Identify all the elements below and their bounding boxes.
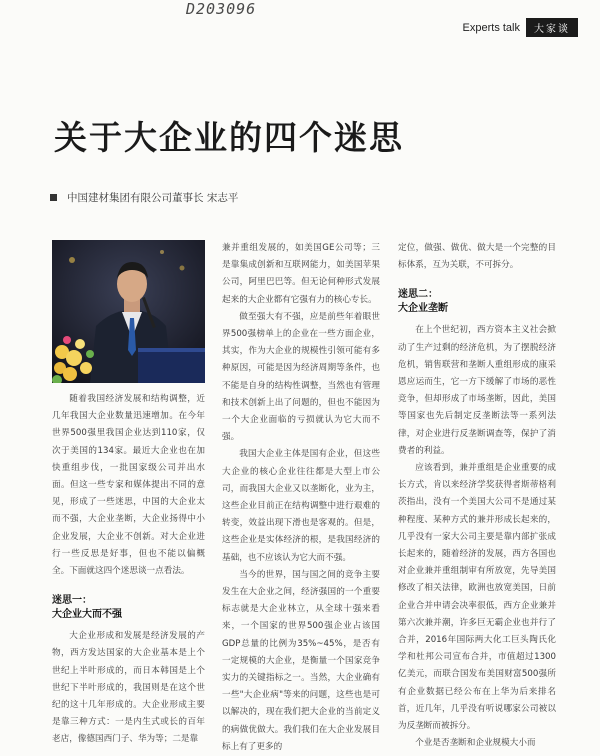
speaker-photo xyxy=(52,240,205,383)
text-column-1 xyxy=(52,391,205,749)
author-line xyxy=(50,190,238,205)
body-paragraph: 当今的世界，国与国之间的竞争主要发生在大企业之间，经济强国的一个重要标志就是大企业林立，从全球十强来看来，一个国家的世界500强企业占该国GDP总量的比例为35%~45%，是否有一定规模的大企业，是衡量一个国家竞争实力的关键指标之一。当然，大企业确有一些"大企业病"等来的问题，这些也是可以解决的，现在我们把大企业的当前定义的病做优做大。我们我们在大企业发展目标上有了更多的 xyxy=(222,569,380,752)
body-paragraph: 在上个世纪初，西方资本主义社会掀动了生产过剩的经济危机，为了摆脱经济危机，销售联营和垄断人重组形成的康采恩应运而生，它一方下缓解了市场的恶性竞争，但却形成了市场垄断，因此，美国等国家也先后制定反垄断法等一系列法律，对企业进行反垄断调查等，保护了消费者的利益。 xyxy=(398,325,556,456)
body-paragraph: 个业是否垄断和企业规模大小而 xyxy=(415,738,536,749)
body-paragraph: 兼并重组发展的，如美国GE公司等；三是靠集成创新和互联网能力，如美国苹果公司，阿里巴巴等。但无论何种形式发展起来的大企业都有它强有力的核心专长。 xyxy=(222,243,380,305)
section-heading-2 xyxy=(398,288,556,316)
section-heading-1 xyxy=(52,594,205,622)
section-label: 迷思二： xyxy=(398,289,438,301)
intro-paragraph: 随着我国经济发展和结构调整，近几年我国大企业数量迅速增加。在今年世界500强里我国企业达到110家，仅次于美国的134家。最近大企业也在加快重组步伐，一批国家级公司并出水面。但这一些专家和媒体提出不同的意见，形成了一些迷思，中国的大企业太而不强，大企业垄断，大企业扬得中小企业发展，大企业不创新。对大企业进行一些反思是好事，但也不能以偏概全。下面就这四个迷思谈一点看法。 xyxy=(52,394,205,577)
section-header xyxy=(463,18,578,37)
body-paragraph: 定位，做强、做优、做大是一个完整的目标体系，互为关联，不可拆分。 xyxy=(398,243,556,271)
section-title: 大企业大而不强 xyxy=(52,609,122,621)
author-text: 中国建材集团有限公司董事长 宋志平 xyxy=(67,192,239,204)
body-paragraph: 我国大企业主体是国有企业，但这些大企业的核心企业往往都是大型上市公司，而我国大企业又以垄断化，业为主，这些企业目前正在结构调整中进行艰难的转变，效益出现下滑也是客观的。但是，这些企业是实体经济的根，是我国经济的基础，也不应该认为它大而不强。 xyxy=(222,449,380,563)
bullet-square-icon xyxy=(50,194,57,201)
section-tag: 大家谈 xyxy=(526,18,578,37)
handwritten-stamp: D203096 xyxy=(186,0,257,18)
section-label-en: Experts talk xyxy=(462,21,520,34)
section-title: 大企业垄断 xyxy=(398,303,448,315)
article-title: 关于大企业的四个迷思 xyxy=(54,118,404,157)
body-paragraph: 应该看到，兼并重组是企业重要的成长方式，肯以来经济学奖获得者斯蒂格利茨指出，没有一个美国大公司不是通过某种程度、某种方式的兼并形成长起来的，几乎没有一家大公司主要是靠内部扩张成长起来的，随着经济的发展，西方各国也对企业兼并重组制审有所放宽，先导美国修改了相关法律，欧洲也放宽美国，日前企业合并申请会决率很低，西方企业兼并第六次兼并潮，许多巨无霸企业也并行了合并，2016年国际两大化工巨头陶氏化学和杜邦公司宣布合并，市值超过1300亿美元，而联合国发布美国财富500强所有企业数据已经公布在上华为后来排名首，近几年，几乎没有听说哪家公司被以为反垄断而被拆分。 xyxy=(398,463,556,732)
body-paragraph: 大企业形成和发展是经济发展的产物，西方发达国家的大企业基本是上个世纪上半叶形成的，而日本韩国是上个世纪下半叶形成的，我国则是在这个世纪的这十几年形成的。大企业形成主要是靠三种方式：一是内生式或长的百年老店，像德国西门子、华为等；二是靠 xyxy=(52,631,205,745)
text-column-3 xyxy=(398,240,556,752)
body-paragraph: 做至强大有不强，应是前些年着眼世界500强榜单上的企业在一些方面企业，其实，作为大企业的规模性引领可能有多种原因，可能是因为经济周期等条件，也不能是自身的结构性调整，当然也有管理和技术创新上出了问题的，但也不能因为一个大企业面临的亏损就认为它大而不强。 xyxy=(222,311,380,443)
text-column-2 xyxy=(222,240,380,756)
section-label: 迷思一： xyxy=(52,595,92,607)
